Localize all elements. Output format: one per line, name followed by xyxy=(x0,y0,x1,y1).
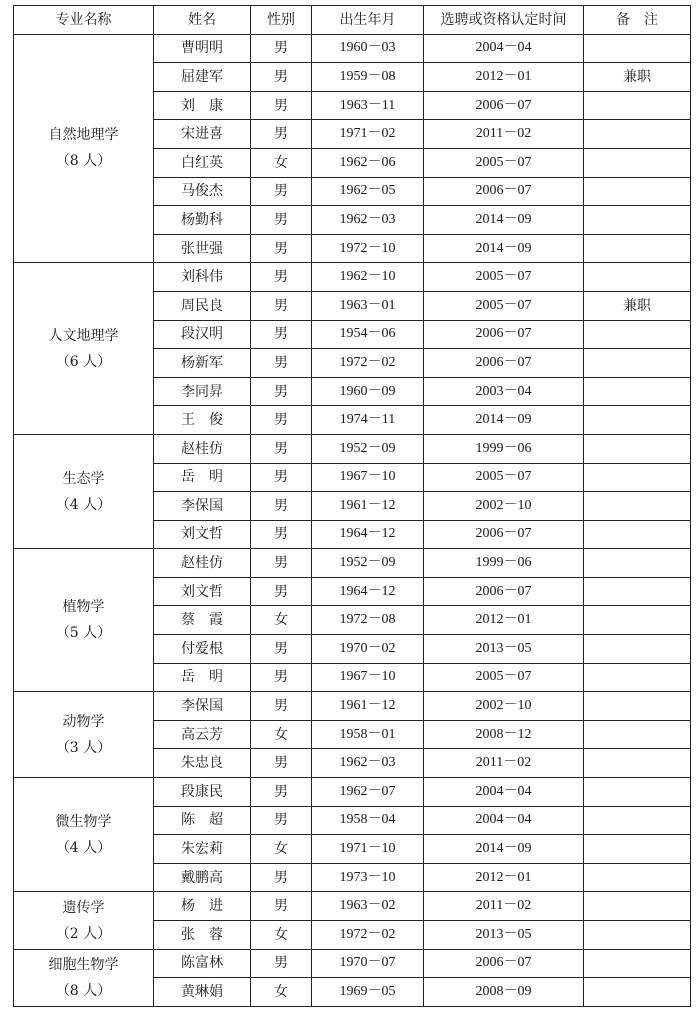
major-count: （8 人） xyxy=(55,153,112,170)
birth-cell: 1958－04 xyxy=(312,806,424,835)
header-birth: 出生年月 xyxy=(312,6,424,35)
gender-cell: 男 xyxy=(251,406,312,435)
gender-cell: 男 xyxy=(251,91,312,120)
appointed-cell: 2011－02 xyxy=(424,749,584,778)
person-name: 陈 超 xyxy=(154,806,251,835)
appointed-cell: 2006－07 xyxy=(424,177,584,206)
table-row xyxy=(14,549,691,578)
gender-cell: 女 xyxy=(251,720,312,749)
birth-cell: 1973－10 xyxy=(312,863,424,892)
appointed-cell: 2005－07 xyxy=(424,463,584,492)
note-cell xyxy=(584,606,691,635)
person-name: 张 蓉 xyxy=(154,921,251,950)
appointed-cell: 1999－06 xyxy=(424,434,584,463)
gender-cell: 男 xyxy=(251,892,312,921)
appointed-cell: 2008－09 xyxy=(424,978,584,1007)
note-cell xyxy=(584,663,691,692)
appointed-cell: 2002－10 xyxy=(424,692,584,721)
gender-cell: 男 xyxy=(251,520,312,549)
birth-cell: 1962－05 xyxy=(312,177,424,206)
appointed-cell: 2005－07 xyxy=(424,263,584,292)
major-name: 植物学 xyxy=(62,599,105,616)
gender-cell: 女 xyxy=(251,148,312,177)
major-name: 细胞生物学 xyxy=(48,956,119,973)
note-cell xyxy=(584,206,691,235)
birth-cell: 1969－05 xyxy=(312,978,424,1007)
person-name: 周民良 xyxy=(154,291,251,320)
major-cell xyxy=(14,778,154,892)
appointed-cell: 2012－01 xyxy=(424,606,584,635)
note-cell xyxy=(584,148,691,177)
header-note: 备 注 xyxy=(584,6,691,35)
note-cell xyxy=(584,34,691,63)
birth-cell: 1960－09 xyxy=(312,377,424,406)
header-row xyxy=(14,6,691,35)
person-name: 段汉明 xyxy=(154,320,251,349)
gender-cell: 男 xyxy=(251,291,312,320)
gender-cell: 男 xyxy=(251,63,312,92)
major-cell xyxy=(14,34,154,263)
birth-cell: 1974－11 xyxy=(312,406,424,435)
appointed-cell: 2003－04 xyxy=(424,377,584,406)
appointed-cell: 2006－07 xyxy=(424,577,584,606)
appointed-cell: 2006－07 xyxy=(424,949,584,978)
note-cell xyxy=(584,463,691,492)
birth-cell: 1972－10 xyxy=(312,234,424,263)
appointed-cell: 2013－05 xyxy=(424,921,584,950)
person-name: 戴鹏高 xyxy=(154,863,251,892)
birth-cell: 1971－10 xyxy=(312,835,424,864)
birth-cell: 1963－02 xyxy=(312,892,424,921)
header-gender: 性别 xyxy=(251,6,312,35)
person-name: 刘科伟 xyxy=(154,263,251,292)
major-name: 动物学 xyxy=(62,713,105,730)
table-row xyxy=(14,34,691,63)
birth-cell: 1962－06 xyxy=(312,148,424,177)
note-cell xyxy=(584,806,691,835)
appointed-cell: 2004－04 xyxy=(424,806,584,835)
person-name: 高云芳 xyxy=(154,720,251,749)
major-cell xyxy=(14,434,154,548)
person-name: 赵桂仿 xyxy=(154,549,251,578)
birth-cell: 1961－12 xyxy=(312,692,424,721)
birth-cell: 1954－06 xyxy=(312,320,424,349)
appointed-cell: 2008－12 xyxy=(424,720,584,749)
birth-cell: 1962－07 xyxy=(312,778,424,807)
person-name: 刘文哲 xyxy=(154,520,251,549)
birth-cell: 1963－01 xyxy=(312,291,424,320)
person-name: 岳 明 xyxy=(154,463,251,492)
gender-cell: 男 xyxy=(251,663,312,692)
person-name: 朱宏莉 xyxy=(154,835,251,864)
note-cell xyxy=(584,263,691,292)
note-cell xyxy=(584,434,691,463)
appointed-cell: 2002－10 xyxy=(424,492,584,521)
major-cell xyxy=(14,692,154,778)
person-name: 蔡 霞 xyxy=(154,606,251,635)
gender-cell: 男 xyxy=(251,549,312,578)
birth-cell: 1962－03 xyxy=(312,206,424,235)
person-name: 张世强 xyxy=(154,234,251,263)
faculty-table-page xyxy=(13,5,690,1007)
appointed-cell: 2006－07 xyxy=(424,349,584,378)
person-name: 付爱根 xyxy=(154,635,251,664)
person-name: 李保国 xyxy=(154,692,251,721)
table-row xyxy=(14,434,691,463)
table-row xyxy=(14,949,691,978)
major-count: （8 人） xyxy=(55,982,112,999)
appointed-cell: 2012－01 xyxy=(424,63,584,92)
appointed-cell: 2013－05 xyxy=(424,635,584,664)
person-name: 白红英 xyxy=(154,148,251,177)
major-cell xyxy=(14,892,154,949)
appointed-cell: 2004－04 xyxy=(424,778,584,807)
gender-cell: 男 xyxy=(251,34,312,63)
birth-cell: 1958－01 xyxy=(312,720,424,749)
note-cell xyxy=(584,377,691,406)
note-cell xyxy=(584,778,691,807)
note-cell xyxy=(584,949,691,978)
appointed-cell: 2014－09 xyxy=(424,835,584,864)
birth-cell: 1960－03 xyxy=(312,34,424,63)
gender-cell: 男 xyxy=(251,120,312,149)
gender-cell: 男 xyxy=(251,806,312,835)
person-name: 黄琳娟 xyxy=(154,978,251,1007)
note-cell xyxy=(584,91,691,120)
appointed-cell: 2005－07 xyxy=(424,663,584,692)
person-name: 刘文哲 xyxy=(154,577,251,606)
person-name: 杨 进 xyxy=(154,892,251,921)
gender-cell: 男 xyxy=(251,692,312,721)
major-cell xyxy=(14,549,154,692)
gender-cell: 男 xyxy=(251,234,312,263)
person-name: 李保国 xyxy=(154,492,251,521)
major-count: （4 人） xyxy=(55,496,112,513)
major-count: （2 人） xyxy=(55,925,112,942)
gender-cell: 女 xyxy=(251,978,312,1007)
table-header xyxy=(14,6,691,35)
person-name: 陈富林 xyxy=(154,949,251,978)
major-name: 自然地理学 xyxy=(48,127,119,144)
gender-cell: 男 xyxy=(251,492,312,521)
major-count: （4 人） xyxy=(55,839,112,856)
gender-cell: 男 xyxy=(251,463,312,492)
note-cell xyxy=(584,692,691,721)
gender-cell: 男 xyxy=(251,349,312,378)
header-name: 姓名 xyxy=(154,6,251,35)
appointed-cell: 2006－07 xyxy=(424,320,584,349)
gender-cell: 女 xyxy=(251,921,312,950)
appointed-cell: 2014－09 xyxy=(424,234,584,263)
major-name: 人文地理学 xyxy=(48,327,119,344)
gender-cell: 男 xyxy=(251,863,312,892)
person-name: 李同昇 xyxy=(154,377,251,406)
gender-cell: 男 xyxy=(251,749,312,778)
major-count: （3 人） xyxy=(55,739,112,756)
note-cell xyxy=(584,892,691,921)
birth-cell: 1970－07 xyxy=(312,949,424,978)
header-major: 专业名称 xyxy=(14,6,154,35)
appointed-cell: 2004－04 xyxy=(424,34,584,63)
birth-cell: 1972－02 xyxy=(312,921,424,950)
note-cell xyxy=(584,520,691,549)
major-name: 生态学 xyxy=(62,470,105,487)
person-name: 赵桂仿 xyxy=(154,434,251,463)
table-row xyxy=(14,892,691,921)
appointed-cell: 1999－06 xyxy=(424,549,584,578)
person-name: 段康民 xyxy=(154,778,251,807)
gender-cell: 女 xyxy=(251,835,312,864)
note-cell xyxy=(584,177,691,206)
birth-cell: 1952－09 xyxy=(312,549,424,578)
person-name: 屈建军 xyxy=(154,63,251,92)
birth-cell: 1971－02 xyxy=(312,120,424,149)
note-cell: 兼职 xyxy=(584,291,691,320)
note-cell xyxy=(584,749,691,778)
appointed-cell: 2006－07 xyxy=(424,520,584,549)
gender-cell: 男 xyxy=(251,434,312,463)
note-cell xyxy=(584,320,691,349)
major-cell xyxy=(14,263,154,435)
person-name: 曹明明 xyxy=(154,34,251,63)
birth-cell: 1962－10 xyxy=(312,263,424,292)
gender-cell: 男 xyxy=(251,778,312,807)
birth-cell: 1964－12 xyxy=(312,520,424,549)
birth-cell: 1972－08 xyxy=(312,606,424,635)
note-cell xyxy=(584,577,691,606)
gender-cell: 男 xyxy=(251,320,312,349)
gender-cell: 男 xyxy=(251,949,312,978)
note-cell xyxy=(584,835,691,864)
person-name: 宋进喜 xyxy=(154,120,251,149)
note-cell xyxy=(584,863,691,892)
appointed-cell: 2011－02 xyxy=(424,120,584,149)
note-cell xyxy=(584,492,691,521)
person-name: 杨新军 xyxy=(154,349,251,378)
gender-cell: 男 xyxy=(251,577,312,606)
birth-cell: 1952－09 xyxy=(312,434,424,463)
note-cell xyxy=(584,234,691,263)
gender-cell: 男 xyxy=(251,635,312,664)
birth-cell: 1967－10 xyxy=(312,463,424,492)
birth-cell: 1962－03 xyxy=(312,749,424,778)
note-cell xyxy=(584,635,691,664)
note-cell xyxy=(584,978,691,1007)
birth-cell: 1959－08 xyxy=(312,63,424,92)
major-name: 微生物学 xyxy=(55,813,112,830)
gender-cell: 男 xyxy=(251,263,312,292)
note-cell xyxy=(584,720,691,749)
birth-cell: 1963－11 xyxy=(312,91,424,120)
table-body xyxy=(14,34,691,1006)
note-cell xyxy=(584,349,691,378)
major-cell xyxy=(14,949,154,1006)
gender-cell: 女 xyxy=(251,606,312,635)
major-count: （5 人） xyxy=(55,625,112,642)
major-count: （6 人） xyxy=(55,353,112,370)
header-appointed: 选聘或资格认定时间 xyxy=(424,6,584,35)
birth-cell: 1961－12 xyxy=(312,492,424,521)
birth-cell: 1967－10 xyxy=(312,663,424,692)
appointed-cell: 2014－09 xyxy=(424,206,584,235)
person-name: 朱忠良 xyxy=(154,749,251,778)
gender-cell: 男 xyxy=(251,177,312,206)
gender-cell: 男 xyxy=(251,206,312,235)
person-name: 岳 明 xyxy=(154,663,251,692)
note-cell xyxy=(584,549,691,578)
birth-cell: 1970－02 xyxy=(312,635,424,664)
appointed-cell: 2012－01 xyxy=(424,863,584,892)
appointed-cell: 2005－07 xyxy=(424,291,584,320)
appointed-cell: 2005－07 xyxy=(424,148,584,177)
person-name: 马俊杰 xyxy=(154,177,251,206)
note-cell xyxy=(584,921,691,950)
table-row xyxy=(14,778,691,807)
person-name: 杨勤科 xyxy=(154,206,251,235)
person-name: 刘 康 xyxy=(154,91,251,120)
note-cell xyxy=(584,406,691,435)
note-cell: 兼职 xyxy=(584,63,691,92)
note-cell xyxy=(584,120,691,149)
birth-cell: 1964－12 xyxy=(312,577,424,606)
appointed-cell: 2011－02 xyxy=(424,892,584,921)
faculty-table xyxy=(13,5,691,1007)
person-name: 王 俊 xyxy=(154,406,251,435)
gender-cell: 男 xyxy=(251,377,312,406)
appointed-cell: 2006－07 xyxy=(424,91,584,120)
table-row xyxy=(14,263,691,292)
birth-cell: 1972－02 xyxy=(312,349,424,378)
appointed-cell: 2014－09 xyxy=(424,406,584,435)
major-name: 遗传学 xyxy=(62,899,105,916)
table-row xyxy=(14,692,691,721)
